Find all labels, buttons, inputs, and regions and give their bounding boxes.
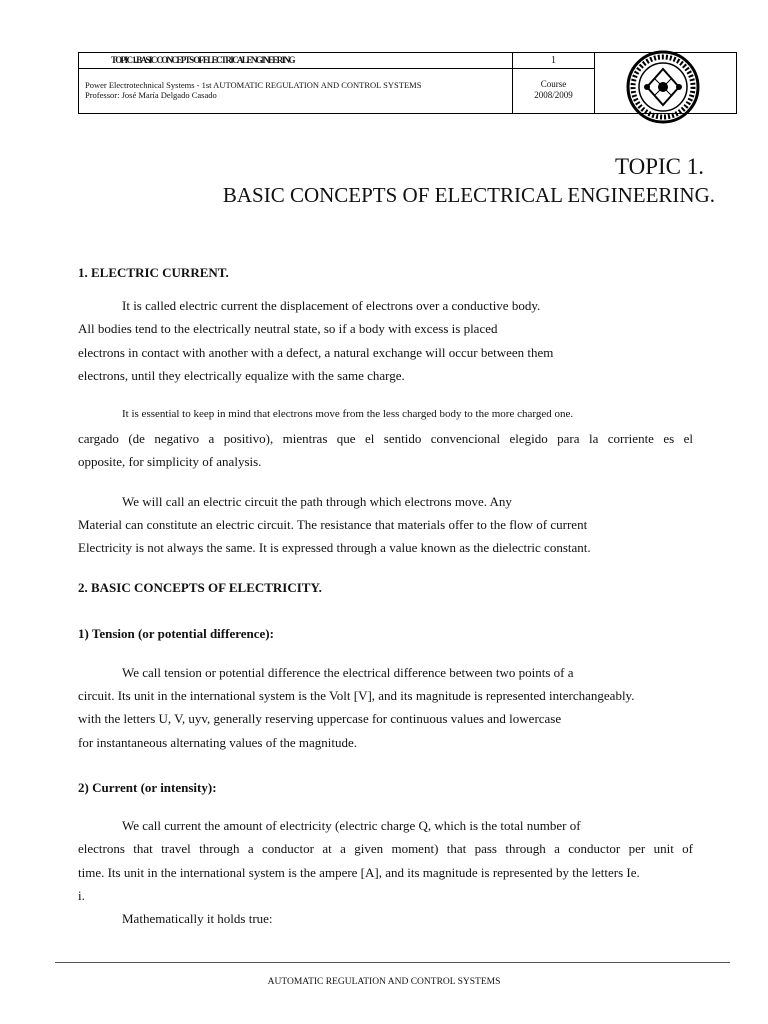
topic-number: TOPIC 1. [614, 154, 704, 179]
footer-text: AUTOMATIC REGULATION AND CONTROL SYSTEMS [267, 977, 501, 987]
s2-1-line-1: We call tension or potential difference the electrical difference between two points of a [122, 665, 574, 680]
running-title: TOPIC 1. BASIC CONCEPTS OF ELECTRICAL ENGINEERING [111, 55, 294, 65]
footer-divider [55, 962, 730, 963]
subtitle-line-1: Power Electrotechnical Systems - 1st AUTOMATIC REGULATION AND CONTROL SYSTEMS [85, 80, 422, 90]
subtitle-line-2: Professor: José María Delgado Casado [85, 90, 217, 100]
s1-p2-line-3: opposite, for simplicity of analysis. [78, 454, 262, 469]
s1-p3-line-2: Material can constitute an electric circuit. The resistance that materials offer to the flow of current [78, 517, 588, 532]
s1-p3-line-3: Electricity is not always the same. It is expressed through a value known as the dielectric constant. [78, 540, 591, 555]
math-intro: Mathematically it holds true: [122, 911, 273, 926]
s2-2-line-1: We call current the amount of electricity (electric charge Q, which is the total number of [122, 818, 581, 833]
s2-1-line-2: circuit. Its unit in the international system is the Volt [V], and its magnitude is represented interchangeably. [78, 688, 635, 703]
s2-2-line-2: electrons that travel through a conductor at a given moment) that pass through a conductor per unit of [78, 841, 693, 856]
header-title-cell [79, 53, 513, 69]
course-label: Course [540, 79, 567, 89]
s1-p1-line-1: It is called electric current the displacement of electrons over a conductive body. [122, 298, 541, 313]
s1-p1-line-3: electrons in contact with another with a defect, a natural exchange will occur between them [78, 345, 554, 360]
s2-2-line-3: time. Its unit in the international system is the ampere [A], and its magnitude is represented by the letters Ie. [78, 865, 640, 880]
page-number: 1 [513, 53, 595, 69]
header-subtitle-cell [79, 69, 513, 113]
s1-p1-line-2: All bodies tend to the electrically neutral state, so if a body with excess is placed [78, 321, 498, 336]
subsection-tension-heading: 1) Tension (or potential difference): [78, 626, 274, 641]
section-2-heading: 2. BASIC CONCEPTS OF ELECTRICITY. [78, 580, 322, 595]
header-subtitle [85, 80, 421, 100]
s1-p2-line-2: cargado (de negativo a positivo), mientras que el sentido convencional elegido para la corriente es el [78, 431, 693, 446]
course-cell [513, 69, 595, 113]
s1-p3-line-1: We will call an electric circuit the path through which electrons move. Any [122, 494, 512, 509]
logo-cell [595, 53, 736, 113]
department-seal-logo [625, 49, 701, 125]
s2-1-line-4: for instantaneous alternating values of the magnitude. [78, 735, 358, 750]
header-table [78, 52, 737, 114]
course-years: 2008/2009 [534, 90, 573, 100]
s2-1-line-3: with the letters U, V, uyv, generally reserving uppercase for continuous values and lowercase [78, 711, 562, 726]
s2-2-line-4: i. [78, 888, 85, 903]
s1-p1-line-4: electrons, until they electrically equalize with the same charge. [78, 368, 405, 383]
s1-p2-line-1: It is essential to keep in mind that electrons move from the less charged body to the more charged one. [122, 408, 574, 420]
topic-title: BASIC CONCEPTS OF ELECTRICAL ENGINEERING. [222, 183, 715, 207]
subsection-current-heading: 2) Current (or intensity): [78, 780, 217, 795]
section-1-heading: 1. ELECTRIC CURRENT. [78, 265, 229, 280]
